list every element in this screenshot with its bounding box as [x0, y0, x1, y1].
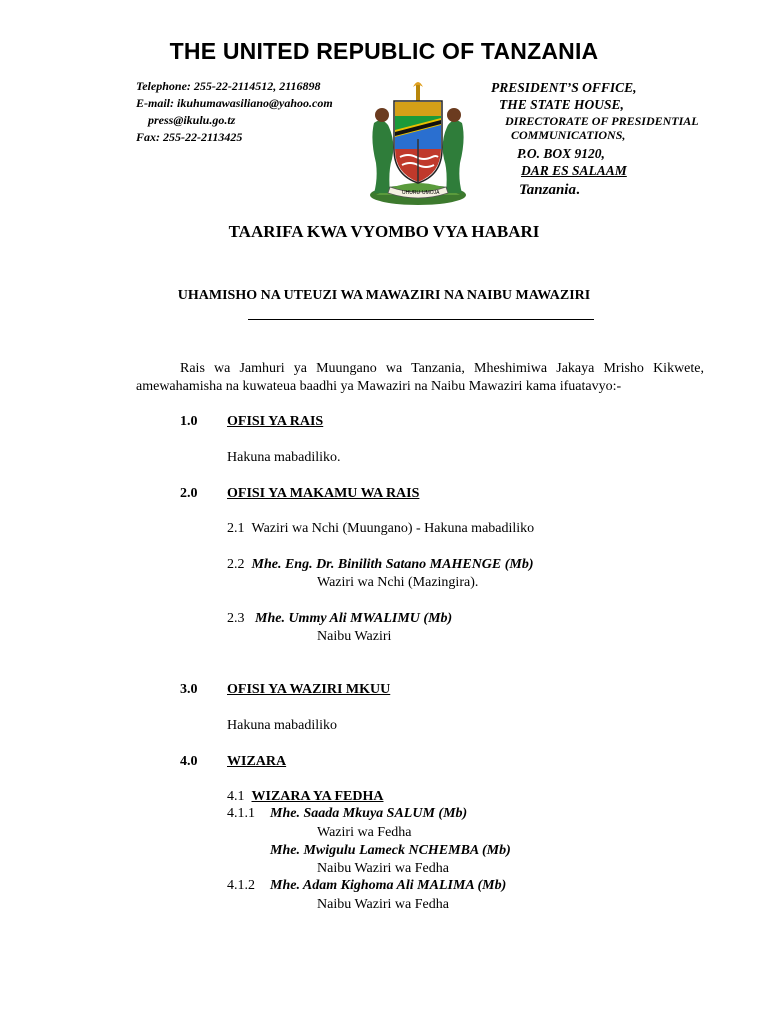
section-number: 3.0 [180, 682, 198, 697]
fax-line: Fax: 255-22-2113425 [136, 130, 243, 144]
section-title: OFISI YA WAZIRI MKUU [227, 682, 391, 697]
subsection-heading: 4.1 WIZARA YA FEDHA [227, 789, 384, 804]
entry-name: Mhe. Adam Kighoma Ali MALIMA (Mb) [270, 878, 507, 893]
entry-number: 4.1.2 [227, 878, 255, 893]
office-line-7: Tanzania. [519, 182, 580, 198]
section-number: 2.0 [180, 486, 198, 501]
motto-left: UHURU [402, 190, 421, 196]
document-title: TAARIFA KWA VYOMBO VYA HABARI [228, 222, 540, 241]
role-text: Naibu Waziri wa Fedha [317, 897, 449, 912]
intro-paragraph: Rais wa Jamhuri ya Muungano wa Tanzania, Mheshimiwa Jakaya Mrisho Kikwete, amewahamisha na kuwateua baadhi ya Mawaziri na Naibu Mawaziri kama ifuatavyo:- [136, 361, 704, 394]
telephone-line: Telephone: 255-22-2114512, 2116898 [136, 79, 321, 93]
section-text: Hakuna mabadiliko. [227, 450, 341, 465]
office-line-4: COMMUNICATIONS, [511, 128, 626, 142]
document-subtitle: UHAMISHO NA UTEUZI WA MAWAZIRI NA NAIBU MAWAZIRI [177, 288, 591, 303]
section-title: OFISI YA MAKAMU WA RAIS [227, 486, 420, 501]
office-line-1: PRESIDENT’S OFFICE, [491, 80, 637, 95]
man-figure [372, 120, 393, 193]
coat-of-arms-icon [366, 79, 470, 207]
role-text: Naibu Waziri [317, 629, 392, 644]
role-text: Waziri wa Nchi (Mazingira). [317, 575, 479, 590]
title-divider [248, 319, 594, 320]
country-title: THE UNITED REPUBLIC OF TANZANIA [169, 38, 599, 64]
email-line: E-mail: ikuhumawasiliano@yahoo.com [136, 96, 333, 110]
section-text: Hakuna mabadiliko [227, 718, 338, 733]
office-line-2: THE STATE HOUSE, [499, 97, 624, 112]
role-text: Naibu Waziri wa Fedha [317, 861, 449, 876]
list-item: 2.3 Mhe. Ummy Ali MWALIMU (Mb) [227, 611, 453, 626]
entry-name: Mhe. Saada Mkuya SALUM (Mb) [270, 806, 468, 821]
section-number: 1.0 [180, 414, 198, 429]
woman-figure [443, 120, 464, 193]
entry-number: 4.1.1 [227, 806, 255, 821]
entry-name: Mhe. Mwigulu Lameck NCHEMBA (Mb) [270, 843, 511, 858]
section-title: OFISI YA RAIS [227, 414, 324, 429]
section-title: WIZARA [227, 754, 287, 769]
email-line-2: press@ikulu.go.tz [148, 113, 236, 127]
office-line-5: P.O. BOX 9120, [517, 146, 605, 161]
office-line-3: DIRECTORATE OF PRESIDENTIAL [505, 114, 699, 128]
motto-right: UMOJA [422, 190, 440, 196]
list-item: 2.2 Mhe. Eng. Dr. Binilith Satano MAHENGE (Mb) [227, 557, 534, 572]
role-text: Waziri wa Fedha [317, 825, 412, 840]
section-number: 4.0 [180, 754, 198, 769]
office-line-6: DAR ES SALAAM [521, 163, 627, 178]
list-item: 2.1 Waziri wa Nchi (Muungano) - Hakuna mabadiliko [227, 521, 535, 536]
